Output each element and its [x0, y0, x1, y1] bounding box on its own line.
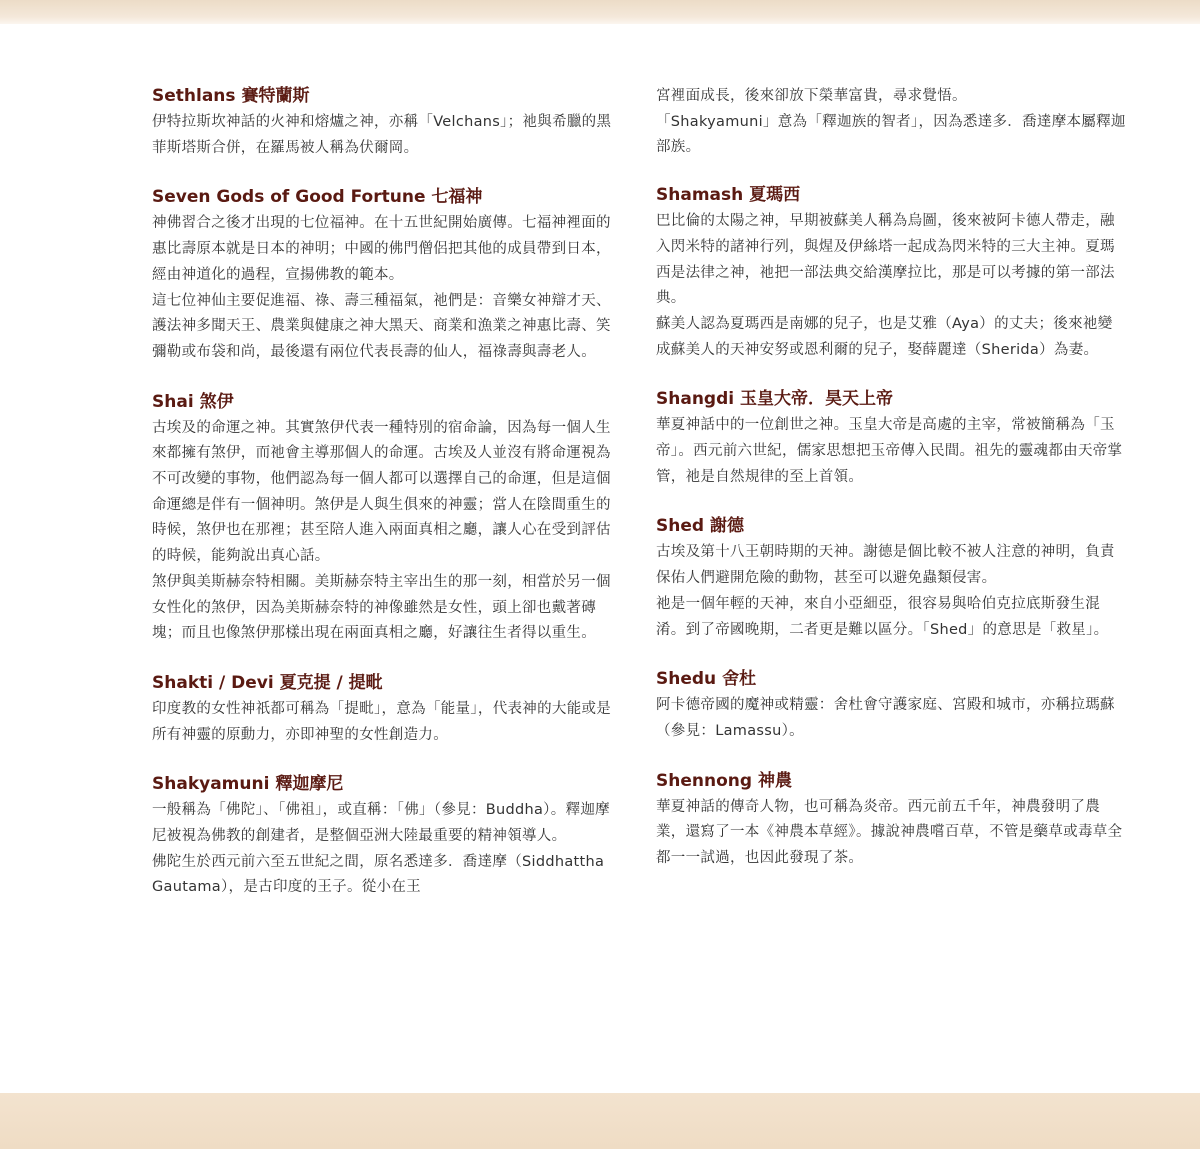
entry-heading: Seven Gods of Good Fortune 七福神 — [152, 187, 483, 208]
entry-text: 蘇美人認為夏瑪西是南娜的兒子，也是艾雅（Aya）的丈夫；後來祂變成蘇美人的天神安努或恩利爾的兒子，娶薛麗達（Sherida）為妻。 — [656, 315, 1113, 358]
entry-text: 佛陀生於西元前六至五世紀之間，原名悉達多．喬達摩（Siddhattha Gautama），是古印度的王子。從小在王 — [152, 853, 605, 896]
entry-heading: Shai 煞伊 — [152, 391, 234, 412]
shakyamuni-continuation — [656, 84, 1126, 161]
entry-text: 煞伊與美斯赫奈特相關。美斯赫奈特主宰出生的那一刻，相當於另一個女性化的煞伊，因為美斯赫奈特的神像雖然是女性，頭上卻也戴著磚塊；而且也像煞伊那樣出現在兩面真相之廳，好讓往生者得以重生。 — [152, 573, 611, 642]
continuation-text: 「Shakyamuni」意為「釋迦族的智者」，因為悉達多．喬達摩本屬釋迦部族。 — [656, 113, 1126, 156]
entry-text: 華夏神話中的一位創世之神。玉皇大帝是高處的主宰，常被簡稱為「玉帝」。西元前六世紀，儒家思想把玉帝傳入民間。祖先的靈魂都由天帝掌管，祂是自然規律的至上首領。 — [656, 417, 1123, 485]
entry-sethlans — [152, 84, 622, 161]
top-paper-band — [0, 0, 1200, 24]
entry-seven-gods — [152, 185, 622, 365]
entry-shedu — [656, 667, 1126, 744]
entry-heading: Shed 謝德 — [656, 516, 744, 537]
entry-text: 古埃及的命運之神。其實煞伊代表一種特別的宿命論，因為每一個人生來都擁有煞伊，而祂會主導那個人的命運。古埃及人並沒有將命運視為不可改變的事物，他們認為每一個人都可以選擇自己的命運，但是這個命運總是伴有一個神明。煞伊是人與生俱來的神靈；當人在陰間重生的時候，煞伊也在那裡；甚至陪人進入兩面真相之廳，讓人心在受到評估的時候，能夠說出真心話。 — [152, 419, 611, 565]
continuation-text: 宮裡面成長，後來卻放下榮華富貴，尋求覺悟。 — [656, 88, 967, 104]
entry-shakyamuni — [152, 772, 622, 901]
entry-text: 印度教的女性神祇都可稱為「提毗」，意為「能量」，代表神的大能或是所有神靈的原動力，亦即神聖的女性創造力。 — [152, 700, 612, 743]
right-column — [656, 84, 1126, 896]
entry-text: 古埃及第十八王朝時期的天神。謝德是個比較不被人注意的神明，負責保佑人們避開危險的動物，甚至可以避免蟲類侵害。 — [656, 544, 1115, 587]
entry-shennong — [656, 769, 1126, 872]
entry-heading: Shakyamuni 釋迦摩尼 — [152, 774, 344, 795]
entry-shed — [656, 514, 1126, 643]
entry-shai — [152, 390, 622, 647]
entry-text: 這七位神仙主要促進福、祿、壽三種福氣，祂們是：音樂女神辯才天、護法神多聞天王、農業與健康之神大黑天、商業和漁業之神惠比壽、笑彌勒或布袋和尚，最後還有兩位代表長壽的仙人，福祿壽與壽老人。 — [152, 292, 611, 360]
entry-heading: Shakti / Devi 夏克提 / 提毗 — [152, 672, 383, 693]
entry-text: 阿卡德帝國的魔神或精靈：舍杜會守護家庭、宮殿和城市，亦稱拉瑪蘇（參見：Lamassu）。 — [656, 697, 1115, 739]
entry-text: 伊特拉斯坎神話的火神和熔爐之神，亦稱「Velchans」；祂與希臘的黑菲斯塔斯合併，在羅馬被人稱為伏爾岡。 — [152, 114, 612, 156]
left-column — [152, 84, 622, 925]
entry-heading: Shangdi 玉皇大帝．昊天上帝 — [656, 389, 894, 410]
entry-text: 巴比倫的太陽之神，早期被蘇美人稱為烏圖，後來被阿卡德人帶走，融入閃米特的諸神行列，與煋及伊絲塔一起成為閃米特的三大主神。夏瑪西是法律之神，祂把一部法典交給漢摩拉比，那是可以考據的第一部法典。 — [656, 213, 1115, 307]
entry-shakti — [152, 671, 622, 748]
entry-shamash — [656, 183, 1126, 363]
entry-text: 神佛習合之後才出現的七位福神。在十五世紀開始廣傳。七福神裡面的惠比壽原本就是日本的神明；中國的佛門僧侶把其他的成員帶到日本，經由神道化的過程，宣揚佛教的範本。 — [152, 215, 611, 283]
bottom-paper-band — [0, 1093, 1200, 1149]
entry-heading: Sethlans 賽特蘭斯 — [152, 86, 310, 106]
entry-text: 祂是一個年輕的天神，來自小亞細亞，很容易與哈伯克拉底斯發生混淆。到了帝國晚期，二者更是難以區分。「Shed」的意思是「救星」。 — [656, 595, 1109, 638]
entry-text: 一般稱為「佛陀」、「佛祖」，或直稱：「佛」（參見：Buddha）。釋迦摩尼被視為佛教的創建者，是整個亞洲大陸最重要的精神領導人。 — [152, 802, 610, 845]
entry-heading: Shedu 舍杜 — [656, 669, 757, 690]
entry-heading: Shennong 神農 — [656, 770, 792, 791]
entry-heading: Shamash 夏瑪西 — [656, 185, 801, 206]
entry-text: 華夏神話的傳奇人物，也可稱為炎帝。西元前五千年，神農發明了農業，還寫了一本《神農本草經》。據說神農嚐百草，不管是藥草或毒草全都一一試過，也因此發現了茶。 — [656, 798, 1123, 867]
entry-shangdi — [656, 387, 1126, 490]
